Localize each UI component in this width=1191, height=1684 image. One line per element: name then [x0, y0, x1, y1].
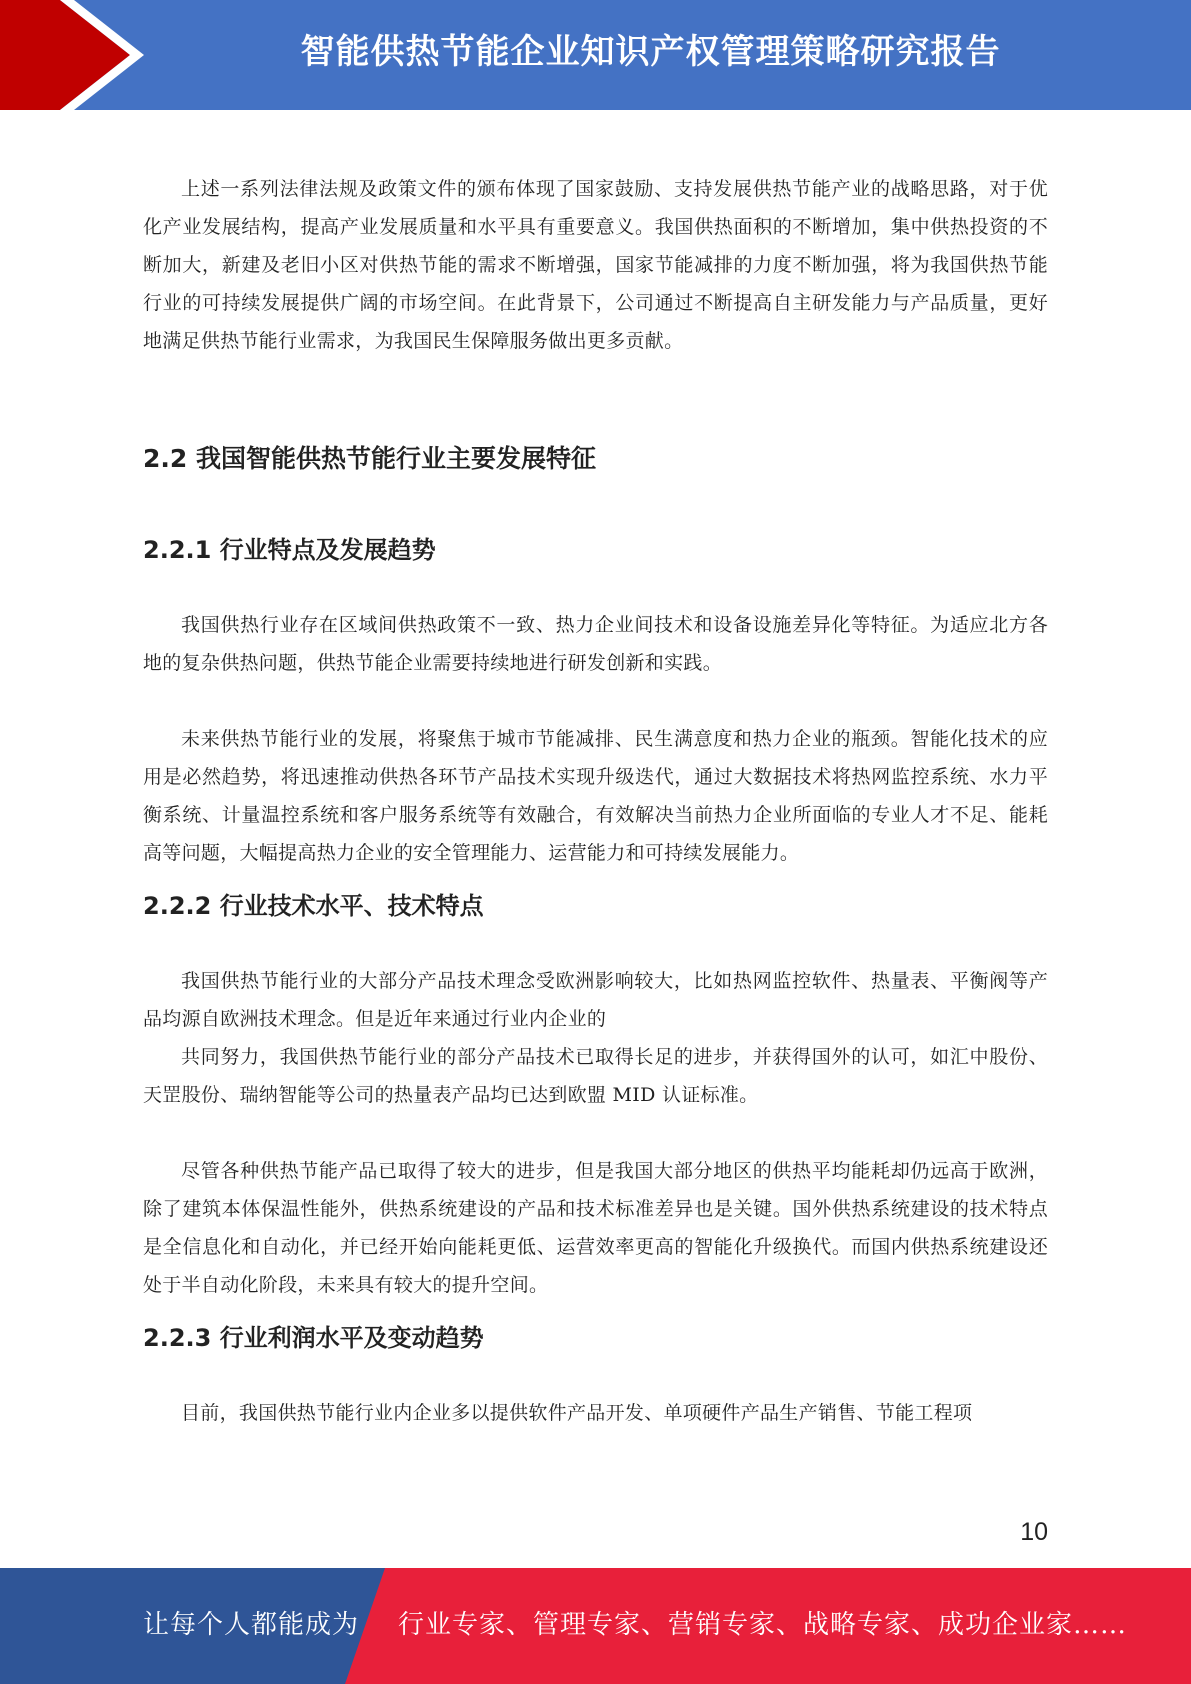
report-title: 智能供热节能企业知识产权管理策略研究报告	[300, 32, 1001, 72]
header-arrow-icon	[0, 0, 150, 110]
paragraph: 未来供热节能行业的发展，将聚焦于城市节能减排、民生满意度和热力企业的瓶颈。智能化技术的应用是必然趋势，将迅速推动供热各环节产品技术实现升级迭代，通过大数据技术将热网监控系统、水力平衡系统、计量温控系统和客户服务系统等有效融合，有效解决当前热力企业所面临的专业人才不足、能耗高等问题，大幅提高热力企业的安全管理能力、运营能力和可持续发展能力。	[143, 728, 1048, 864]
document-body	[143, 170, 1048, 1432]
section-heading-2-2-3: 2.2.3 行业利润水平及变动趋势	[143, 1324, 484, 1352]
page-footer	[0, 1568, 1191, 1684]
section-heading-2-2-2: 2.2.2 行业技术水平、技术特点	[143, 892, 484, 920]
paragraph: 我国供热行业存在区域间供热政策不一致、热力企业间技术和设备设施差异化等特征。为适应北方各地的复杂供热问题，供热节能企业需要持续地进行研发创新和实践。	[143, 614, 1048, 674]
footer-slogan-right: 行业专家、管理专家、营销专家、战略专家、成功企业家……	[398, 1610, 1128, 1640]
paragraph: 目前，我国供热节能行业内企业多以提供软件产品开发、单项硬件产品生产销售、节能工程项	[181, 1402, 973, 1424]
paragraph: 上述一系列法律法规及政策文件的颁布体现了国家鼓励、支持发展供热节能产业的战略思路，对于优化产业发展结构，提高产业发展质量和水平具有重要意义。我国供热面积的不断增加，集中供热投资的不断加大，新建及老旧小区对供热节能的需求不断增强，国家节能减排的力度不断加强，将为我国供热节能行业的可持续发展提供广阔的市场空间。在此背景下，公司通过不断提高自主研发能力与产品质量，更好地满足供热节能行业需求，为我国民生保障服务做出更多贡献。	[143, 178, 1048, 352]
page-number: 10	[1020, 1518, 1048, 1546]
paragraph: 尽管各种供热节能产品已取得了较大的进步，但是我国大部分地区的供热平均能耗却仍远高于欧洲，除了建筑本体保温性能外，供热系统建设的产品和技术标准差异也是关键。国外供热系统建设的技术特点是全信息化和自动化，并已经开始向能耗更低、运营效率更高的智能化升级换代。而国内供热系统建设还处于半自动化阶段，未来具有较大的提升空间。	[143, 1160, 1048, 1296]
paragraph: 共同努力，我国供热节能行业的部分产品技术已取得长足的进步，并获得国外的认可，如汇中股份、天罡股份、瑞纳智能等公司的热量表产品均已达到欧盟 MID 认证标准。	[143, 1046, 1048, 1106]
paragraph: 我国供热节能行业的大部分产品技术理念受欧洲影响较大，比如热网监控软件、热量表、平衡阀等产品均源自欧洲技术理念。但是近年来通过行业内企业的	[143, 970, 1048, 1030]
section-heading-2-2-1: 2.2.1 行业特点及发展趋势	[143, 536, 436, 564]
section-heading-2-2: 2.2 我国智能供热节能行业主要发展特征	[143, 444, 596, 473]
footer-slogan-left: 让每个人都能成为	[143, 1610, 360, 1640]
page-header	[0, 0, 1191, 110]
